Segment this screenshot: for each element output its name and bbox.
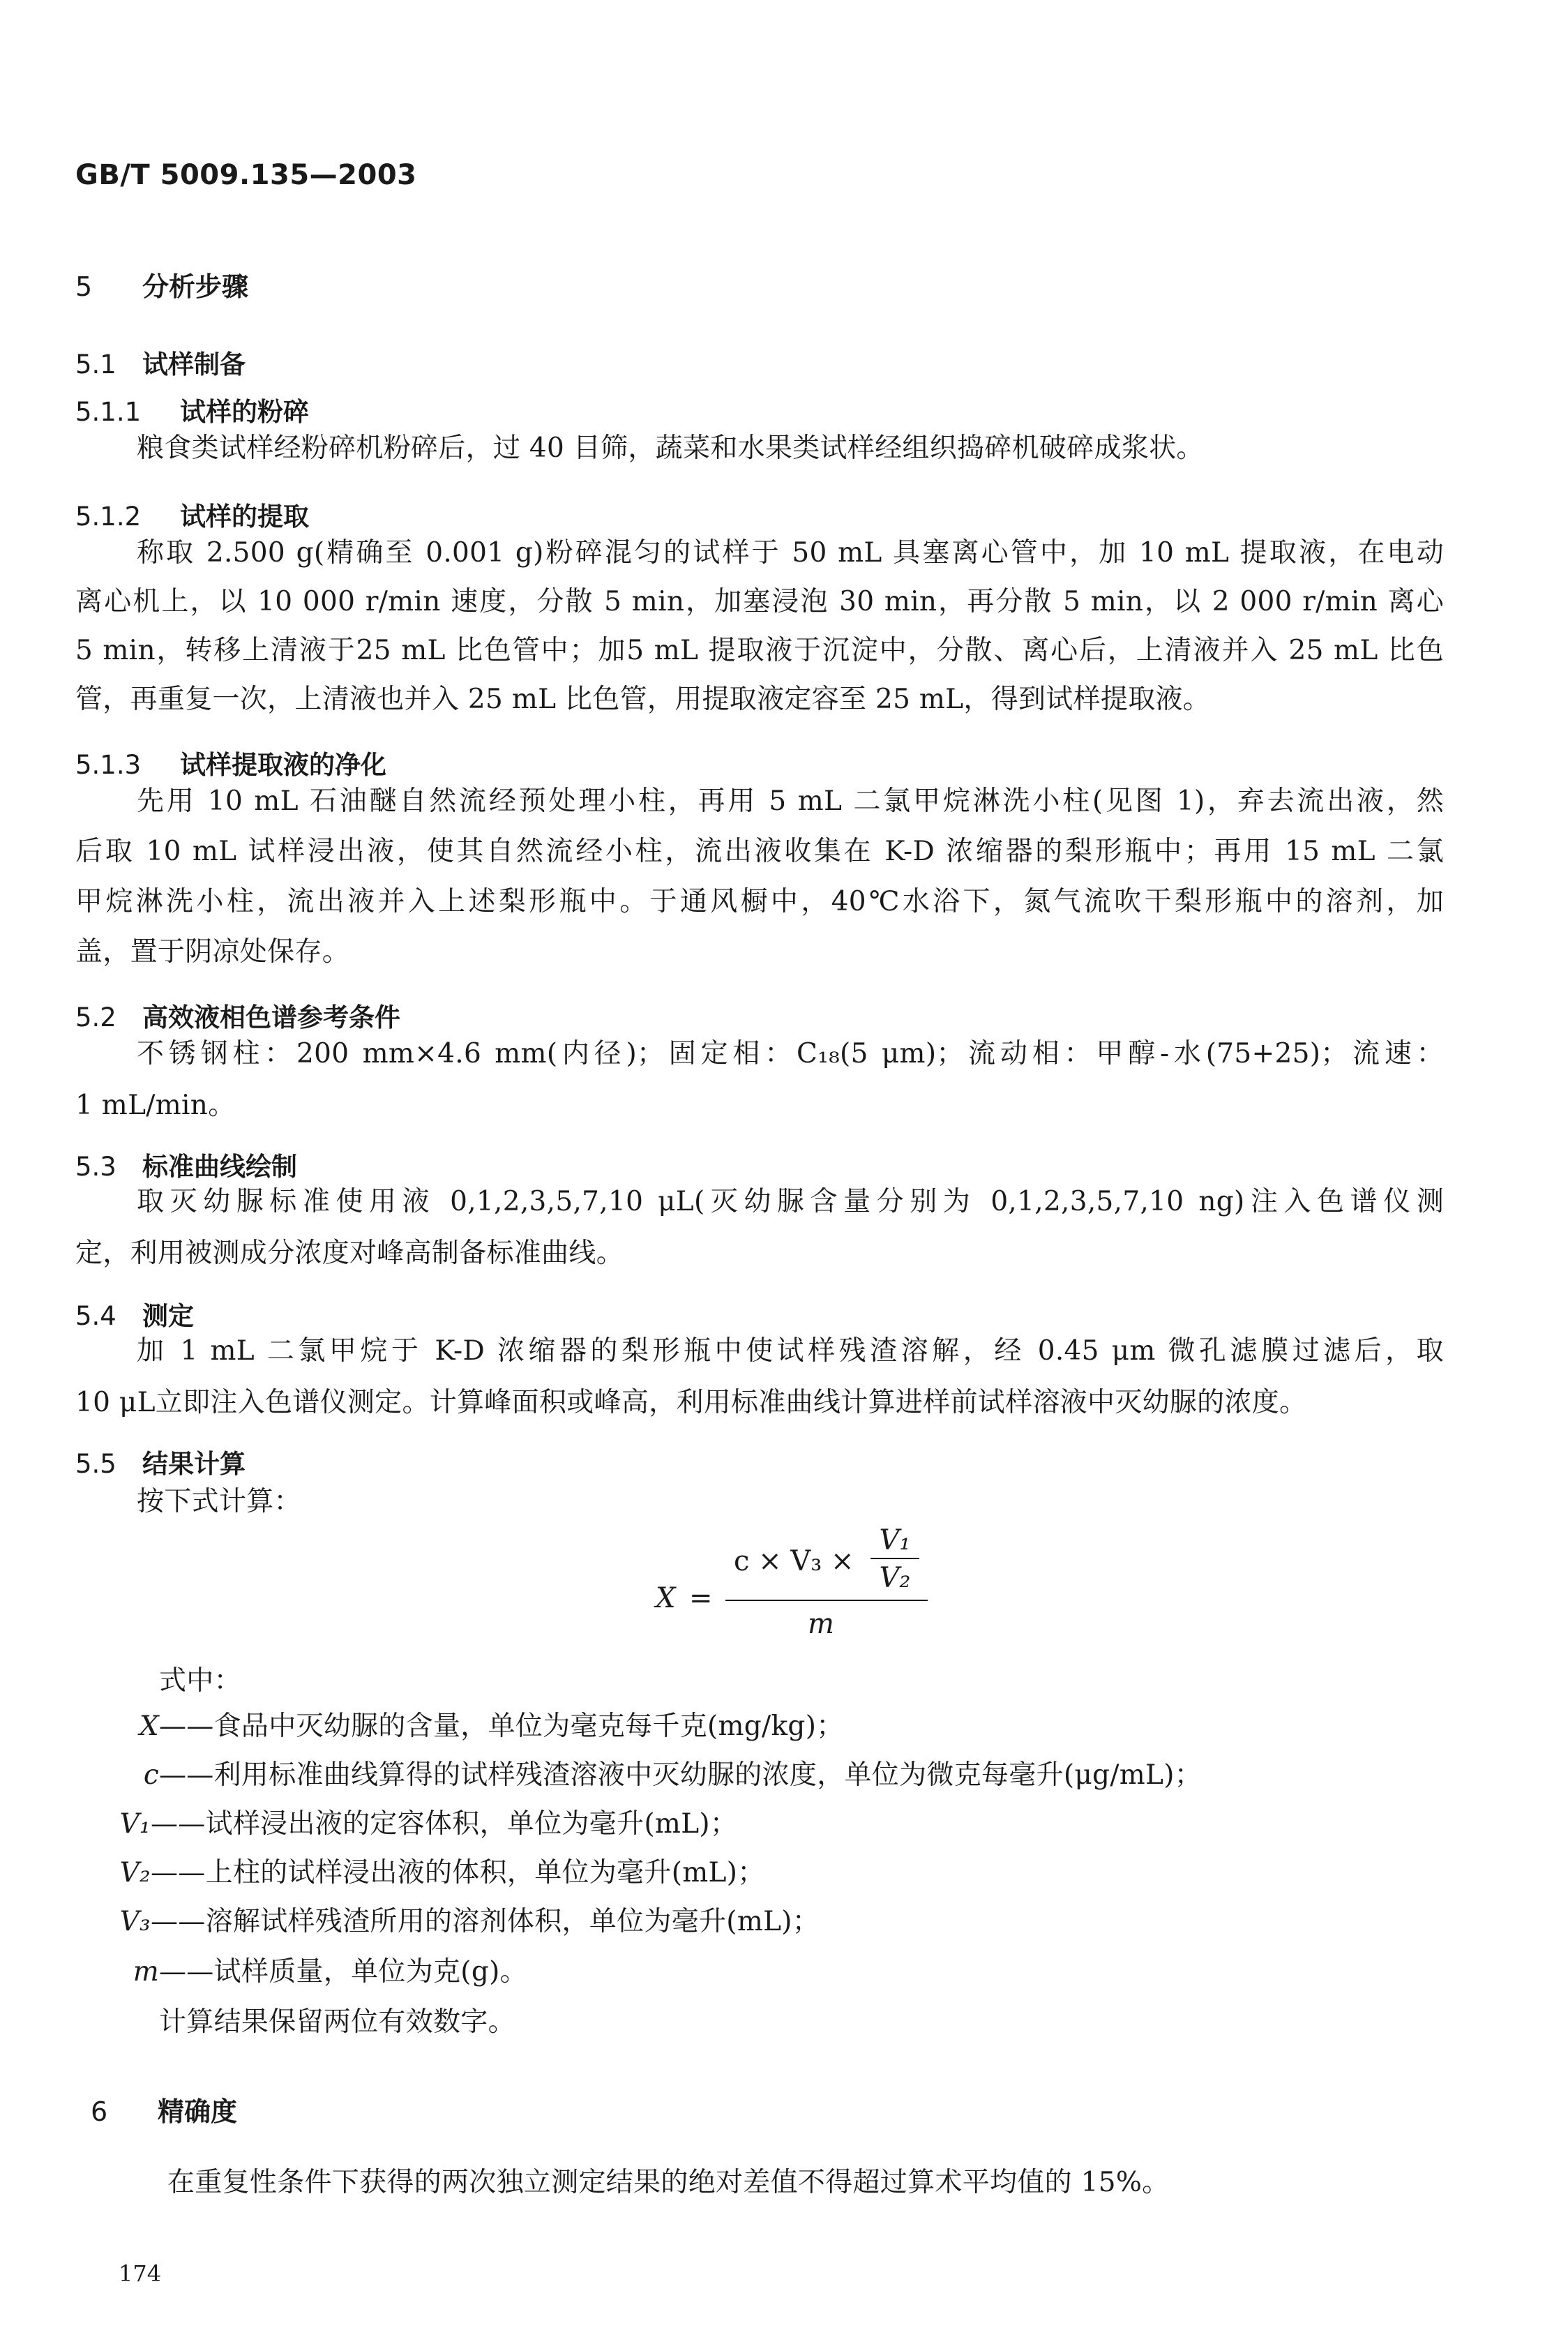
- paragraph-line: 盖，置于阴凉处保存。: [75, 936, 350, 968]
- variable-symbol: V₁: [119, 1808, 151, 1840]
- paragraph-line: 加 1 mL 二氯甲烷于 K-D 浓缩器的梨形瓶中使试样残渣溶解，经 0.45 μm 微孔滤膜过滤后，取: [137, 1335, 1444, 1367]
- variable-definition: [112, 1856, 765, 1891]
- section-heading-6: [91, 2090, 237, 2128]
- section-heading-5-2: [75, 996, 400, 1034]
- formula-inner-fraction: [870, 1524, 919, 1594]
- result-formula: [656, 1524, 977, 1643]
- section-number: 6: [91, 2096, 108, 2127]
- paragraph-line: 1 mL/min。: [75, 1090, 236, 1121]
- variable-symbol: c: [143, 1759, 159, 1791]
- section-heading-5-1: [75, 343, 246, 381]
- variable-definition: [112, 1904, 820, 1939]
- section-heading-5-1-3: [75, 744, 386, 781]
- variable-symbol: m: [133, 1956, 159, 1988]
- section-title: 高效液相色谱参考条件: [142, 1002, 400, 1032]
- paragraph-line: 取灭幼脲标准使用液 0,1,2,3,5,7,10 μL(灭幼脲含量分别为 0,1,2,3,5,7,10 ng)注入色谱仪测: [137, 1186, 1444, 1217]
- section-heading-5-4: [75, 1295, 194, 1332]
- fraction-bar: [725, 1600, 928, 1601]
- formula-numerator: c × V₃ ×: [734, 1545, 854, 1577]
- section-title: 精确度: [158, 2096, 238, 2127]
- paragraph: 粮食类试样经粉碎机粉碎后，过 40 目筛，蔬菜和水果类试样经组织捣碎机破碎成浆状。: [137, 433, 1204, 464]
- section-heading-5-1-2: [75, 495, 309, 533]
- section-title: 试样的粉碎: [180, 397, 309, 427]
- section-number: 5.5: [75, 1449, 116, 1479]
- section-heading-5-1-1: [75, 391, 309, 428]
- variable-definition: [120, 1758, 1202, 1793]
- variable-symbol: V₃: [119, 1906, 151, 1937]
- section-number: 5.1: [75, 350, 116, 380]
- variable-text: ——食品中灭幼脲的含量，单位为毫克每千克(mg/kg)；: [159, 1711, 844, 1742]
- variable-text: ——试样质量，单位为克(g)。: [159, 1956, 527, 1988]
- formula-denominator: m: [808, 1608, 834, 1640]
- section-title: 测定: [142, 1301, 194, 1331]
- paragraph-line: 10 μL立即注入色谱仪测定。计算峰面积或峰高，利用标准曲线计算进样前试样溶液中灭幼脲的浓度。: [75, 1387, 1307, 1418]
- paragraph-line: 先用 10 mL 石油醚自然流经预处理小柱，再用 5 mL 二氯甲烷淋洗小柱(见图 1)，弃去流出液，然: [137, 786, 1444, 817]
- paragraph: 计算结果保留两位有效数字。: [159, 2006, 515, 2038]
- paragraph-line: 不锈钢柱：200 mm×4.6 mm(内径)；固定相：C₁₈(5 μm)；流动相：甲醇-水(75+25)；流速：: [137, 1038, 1444, 1069]
- paragraph-line: 称取 2.500 g(精确至 0.001 g)粉碎混匀的试样于 50 mL 具塞离心管中，加 10 mL 提取液，在电动: [137, 537, 1445, 569]
- paragraph: 在重复性条件下获得的两次独立测定结果的绝对差值不得超过算术平均值的 15%。: [167, 2167, 1170, 2198]
- section-number: 5.1.1: [75, 397, 142, 427]
- variable-definition: [120, 1955, 527, 1990]
- where-label: 式中：: [159, 1665, 241, 1697]
- section-title: 结果计算: [142, 1449, 246, 1479]
- section-heading-5: [75, 265, 248, 303]
- section-title: 分析步骤: [142, 271, 249, 302]
- formula-lhs: X: [656, 1582, 676, 1614]
- variable-definition: [120, 1709, 844, 1744]
- section-title: 试样制备: [142, 350, 246, 380]
- fraction-line: [870, 1558, 919, 1559]
- formula-equals: =: [689, 1582, 713, 1614]
- section-number: 5.1.3: [75, 750, 142, 780]
- section-number: 5.4: [75, 1301, 116, 1331]
- variable-symbol: X: [139, 1711, 159, 1742]
- paragraph-line: 甲烷淋洗小柱，流出液并入上述梨形瓶中。于通风橱中，40℃水浴下，氮气流吹干梨形瓶中的溶剂，加: [75, 886, 1444, 917]
- section-number: 5.2: [75, 1002, 116, 1032]
- section-heading-5-5: [75, 1443, 246, 1480]
- page-number: 174: [119, 2260, 162, 2287]
- standard-number: GB/T 5009.135—2003: [75, 159, 417, 191]
- paragraph-line: 离心机上，以 10 000 r/min 速度，分散 5 min，加塞浸泡 30 min，再分散 5 min，以 2 000 r/min 离心: [75, 586, 1444, 617]
- paragraph-line: 定，利用被测成分浓度对峰高制备标准曲线。: [75, 1238, 624, 1269]
- paragraph-line: 管，再重复一次，上清液也并入 25 mL 比色管，用提取液定容至 25 mL，得到试样提取液。: [75, 684, 1211, 715]
- paragraph-line: 5 min，转移上清液于25 mL 比色管中；加5 mL 提取液于沉淀中，分散、离心后，上清液并入 25 mL 比色: [75, 635, 1444, 666]
- section-title: 试样提取液的净化: [180, 750, 386, 780]
- variable-symbol: V₂: [119, 1857, 151, 1888]
- section-heading-5-3: [75, 1145, 297, 1183]
- section-number: 5.3: [75, 1152, 116, 1182]
- variable-text: ——上柱的试样浸出液的体积，单位为毫升(mL)；: [151, 1857, 765, 1888]
- paragraph-line: 后取 10 mL 试样浸出液，使其自然流经小柱，流出液收集在 K-D 浓缩器的梨形瓶中；再用 15 mL 二氯: [75, 836, 1444, 867]
- variable-text: ——试样浸出液的定容体积，单位为毫升(mL)；: [151, 1808, 738, 1840]
- variable-text: ——利用标准曲线算得的试样残渣溶液中灭幼脲的浓度，单位为微克每毫升(μg/mL)；: [159, 1759, 1203, 1791]
- fraction-top: V₁: [879, 1524, 911, 1556]
- section-number: 5: [75, 271, 93, 302]
- variable-definition: [112, 1807, 737, 1842]
- section-title: 试样的提取: [180, 502, 309, 532]
- paragraph: 按下式计算：: [137, 1486, 301, 1517]
- section-title: 标准曲线绘制: [142, 1152, 297, 1182]
- section-number: 5.1.2: [75, 502, 142, 532]
- fraction-bottom: V₂: [879, 1562, 911, 1594]
- variable-text: ——溶解试样残渣所用的溶剂体积，单位为毫升(mL)；: [151, 1906, 820, 1937]
